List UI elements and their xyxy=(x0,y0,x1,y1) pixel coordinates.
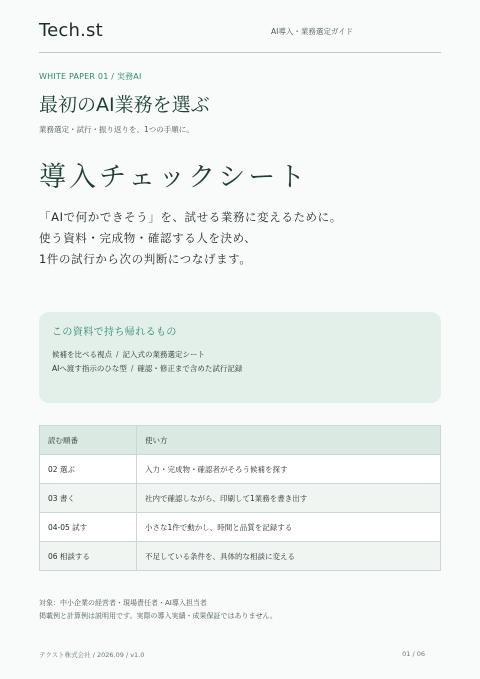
takeaway-panel xyxy=(39,312,441,403)
takeaway-item: 候補を比べる視点 xyxy=(52,350,112,359)
lead-line: 1件の試行から次の判断につなげます。 xyxy=(39,252,252,266)
table-cell-step: 03 書く xyxy=(40,484,137,513)
footer-company: テクスト株式会社 / 2026.09 / v1.0 xyxy=(39,651,145,659)
takeaway-line xyxy=(52,362,428,376)
footer-page-number: 01 / 06 xyxy=(402,650,425,658)
reading-order-table xyxy=(39,425,441,571)
table-cell-step: 04-05 試す xyxy=(40,513,137,542)
header-subtitle: AI導入・業務選定ガイド xyxy=(271,27,354,36)
notes-block xyxy=(39,597,277,623)
note-disclaimer: 掲載例と計算例は説明用です。実際の導入実績・成果保証ではありません。 xyxy=(39,612,277,620)
note-audience: 対象：中小企業の経営者・現場責任者・AI導入担当者 xyxy=(39,599,207,607)
page-subtitle: 業務選定・試行・振り返りを、1つの手順に。 xyxy=(39,125,194,134)
lead-paragraph xyxy=(39,207,342,270)
table-cell-usage: 不足している条件を、具体的な相談に変える xyxy=(137,542,441,571)
page-header xyxy=(39,0,441,53)
table-cell-usage: 入力・完成物・確認者がそろう候補を探す xyxy=(137,455,441,484)
lead-line: 「AIで何かできそう」を、試せる業務に変えるために。 xyxy=(39,210,342,224)
table-row xyxy=(40,542,441,571)
table-row xyxy=(40,513,441,542)
table-row xyxy=(40,455,441,484)
table-row xyxy=(40,484,441,513)
table-cell-usage: 小さな1件で動かし、時間と品質を記録する xyxy=(137,513,441,542)
takeaway-separator: / xyxy=(116,350,119,359)
table-header-usage: 使い方 xyxy=(137,426,441,455)
table-header-row xyxy=(40,426,441,455)
lead-line: 使う資料・完成物・確認する人を決め、 xyxy=(39,231,257,245)
brand-logo: Tech.st xyxy=(39,20,103,41)
main-heading: 導入チェックシート xyxy=(39,162,309,193)
page-title: 最初のAI業務を選ぶ xyxy=(39,94,210,116)
eyebrow-label: WHITE PAPER 01 / 実務AI xyxy=(39,72,142,81)
takeaway-separator: / xyxy=(130,364,134,373)
takeaway-item: 記入式の業務選定シート xyxy=(122,350,206,359)
table-cell-usage: 社内で確認しながら、印刷して1業務を書き出す xyxy=(137,484,441,513)
takeaway-line xyxy=(52,348,428,362)
table-header-order: 読む順番 xyxy=(40,426,137,455)
table-cell-step: 06 相談する xyxy=(40,542,137,571)
takeaway-item: 確認・修正まで含めた試行記録 xyxy=(137,364,243,373)
takeaway-item: AIへ渡す指示のひな型 xyxy=(52,364,127,373)
table-cell-step: 02 選ぶ xyxy=(40,455,137,484)
takeaway-heading: この資料で持ち帰れるもの xyxy=(52,327,177,338)
